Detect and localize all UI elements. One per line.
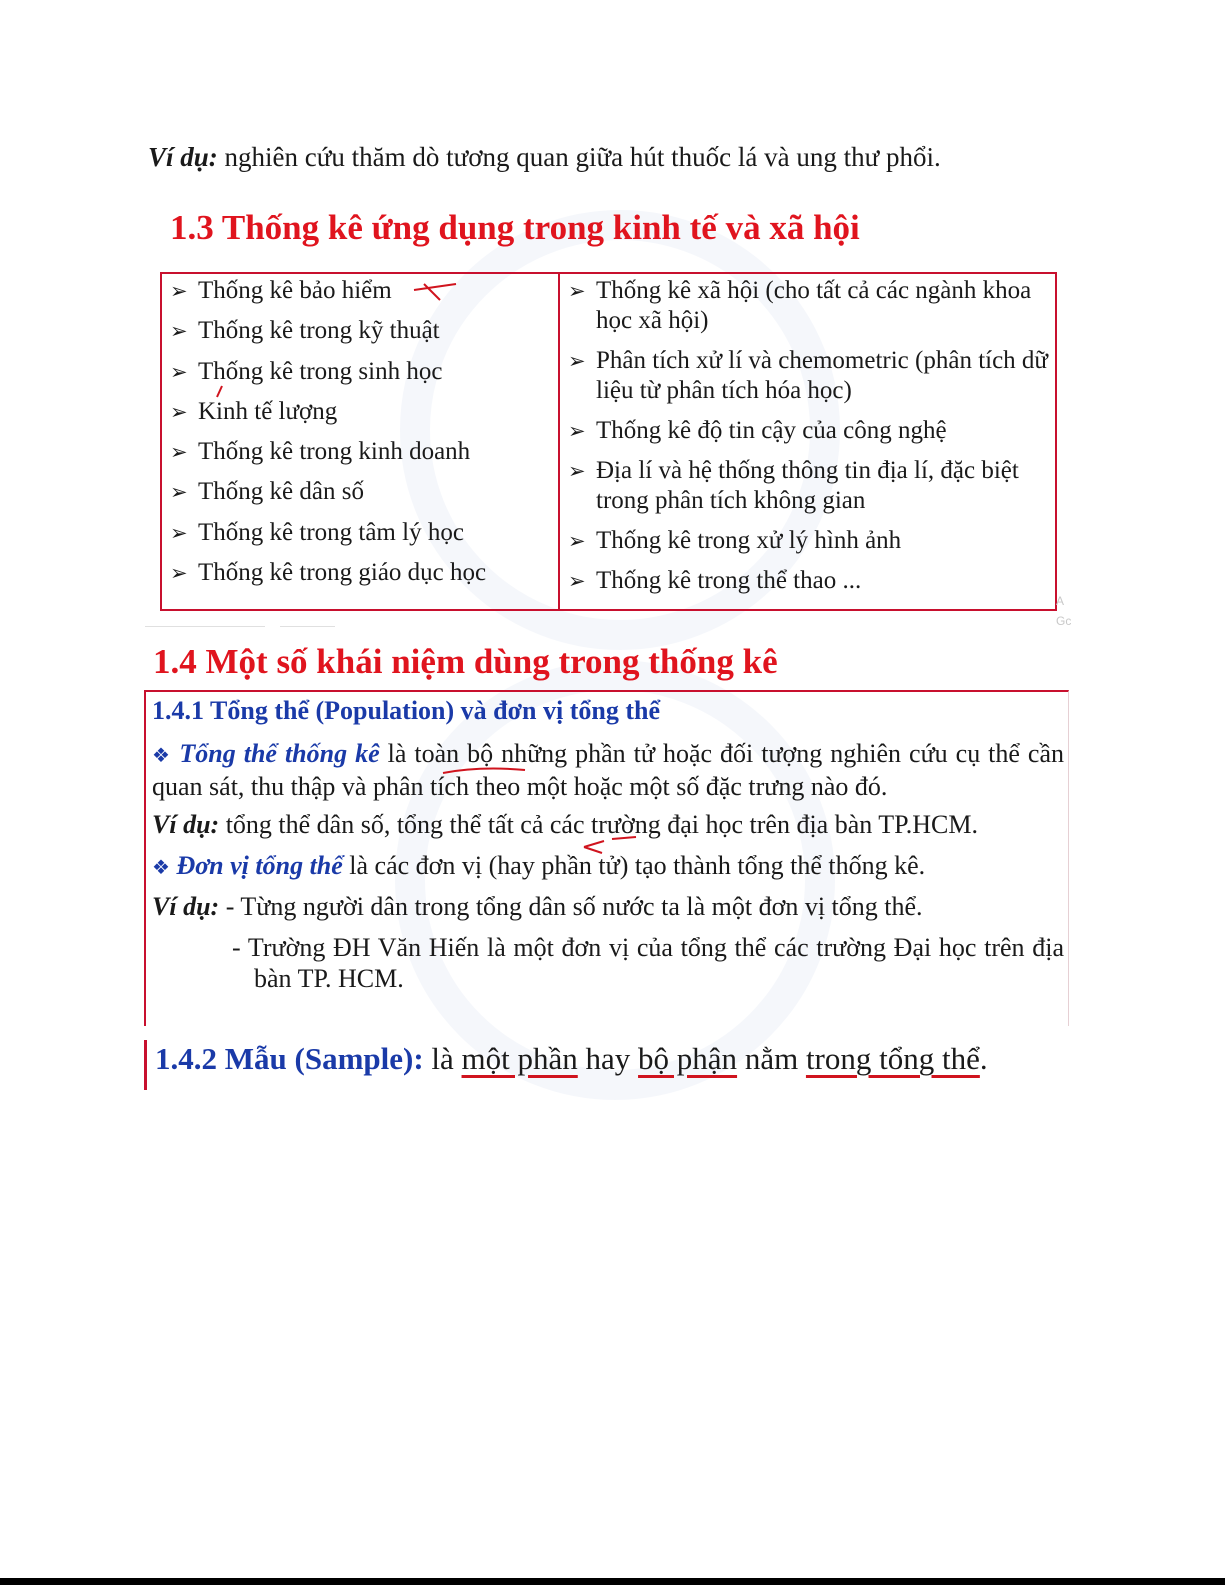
intro-example — [148, 142, 941, 173]
underlined-phrase: bộ phận — [638, 1041, 738, 1076]
population-term: Tổng thể thống kê — [179, 739, 380, 768]
arrow-bullet-icon: ➢ — [170, 279, 188, 303]
arrow-bullet-icon: ➢ — [170, 480, 188, 505]
applications-left-column — [162, 274, 560, 609]
unit-example — [152, 891, 1064, 922]
population-text: là toàn bộ những phần tử hoặc đối tượng nghiên cứu cụ thể cần quan sát, thu thập và phân tích theo một hoặc một số đặc trưng nào đó. — [152, 739, 1065, 801]
arrow-bullet-icon: ➢ — [170, 520, 188, 545]
arrow-bullet-icon: ➢ — [568, 529, 586, 553]
diamond-bullet-icon: ❖ — [152, 855, 170, 879]
list-item: ➢ Thống kê trong thể thao ... — [568, 567, 862, 594]
pen-underline-mark — [440, 764, 530, 778]
list-item: ➢ Thống kê trong kinh doanh — [170, 438, 471, 466]
applications-right-column — [560, 274, 1055, 609]
list-item: ➢ Thống kê trong tâm lý học — [170, 518, 464, 546]
divider — [145, 626, 265, 627]
list-item: ➢ Thống kê dân số — [170, 478, 364, 506]
intro-text: nghiên cứu thăm dò tương quan giữa hút thuốc lá và ung thư phổi. — [224, 142, 941, 172]
pen-cross-mark — [410, 280, 460, 302]
arrow-bullet-icon: ➢ — [170, 399, 188, 424]
unit-example-line-2: - Trường ĐH Văn Hiến là một đơn vị của tổng thể các trường Đại học trên địa bàn TP. HCM. — [232, 933, 1064, 993]
edge-text-fragment: A — [1056, 594, 1065, 608]
example-label: Ví dụ: — [152, 810, 220, 839]
arrow-bullet-icon: ➢ — [170, 319, 188, 344]
section-1-4-title: 1.4 Một số khái niệm dùng trong thống kê — [153, 642, 778, 681]
list-item: ➢ Thống kê độ tin cậy của công nghệ — [568, 417, 947, 444]
arrow-bullet-icon: ➢ — [568, 569, 586, 593]
example-text: tổng thể dân số, tổng thể tất cả các trường đại học trên địa bàn TP.HCM. — [219, 810, 978, 839]
edge-text-fragment: Gc — [1056, 614, 1072, 628]
list-item: ➢ Thống kê bảo hiểm — [170, 277, 392, 304]
example-line: - Từng người dân trong tổng dân số nước ta là một đơn vị tổng thể. — [219, 892, 923, 921]
list-item: ➢ Thống kê xã hội (cho tất cả các ngành khoa học xã hội) — [568, 277, 1032, 334]
list-item: ➢ Thống kê trong kỹ thuật — [170, 317, 440, 345]
unit-term: Đơn vị tổng thể — [176, 851, 343, 880]
arrow-bullet-icon: ➢ — [170, 561, 188, 586]
pen-caret-mark — [580, 835, 640, 857]
arrow-bullet-icon: ➢ — [170, 440, 188, 465]
arrow-bullet-icon: ➢ — [568, 349, 586, 373]
arrow-bullet-icon: ➢ — [568, 279, 586, 303]
list-item: ➢ Thống kê trong giáo dục học — [170, 559, 487, 587]
list-item: ➢ Phân tích xử lí và chemometric (phân tích dữ liệu từ phân tích hóa học) — [568, 347, 1048, 404]
arrow-bullet-icon: ➢ — [568, 419, 586, 443]
subsection-1-4-2-title: 1.4.2 Mẫu (Sample): — [155, 1041, 424, 1076]
list-item: ➢ Địa lí và hệ thống thông tin địa lí, đặc biệt trong phân tích không gian — [568, 457, 1019, 514]
applications-table — [160, 272, 1057, 611]
diamond-bullet-icon: ❖ — [152, 743, 172, 767]
sample-definition: 1.4.2 Mẫu (Sample): là một phần hay bộ phận nằm trong tổng thể. — [144, 1040, 988, 1090]
unit-text: là các đơn vị (hay phần tử) tạo thành tổng thể thống kê. — [342, 851, 926, 880]
intro-label: Ví dụ: — [148, 142, 218, 172]
list-item: ➢ Kinh tế lượng — [170, 397, 338, 425]
page-bottom-edge — [0, 1578, 1225, 1585]
list-item: ➢ Thống kê trong sinh học — [170, 357, 443, 385]
underlined-phrase: trong tổng thể — [805, 1041, 980, 1076]
underlined-phrase: một phần — [461, 1041, 578, 1076]
arrow-bullet-icon: ➢ — [568, 459, 586, 483]
concept-box — [144, 690, 1069, 1026]
divider — [280, 626, 335, 627]
pen-tick-mark — [212, 384, 226, 400]
example-label: Ví dụ: — [152, 892, 220, 921]
list-item: ➢ Thống kê trong xử lý hình ảnh — [568, 527, 902, 554]
section-1-3-title: 1.3 Thống kê ứng dụng trong kinh tế và xã hội — [170, 208, 860, 247]
population-definition — [152, 738, 1064, 802]
arrow-bullet-icon: ➢ — [170, 359, 188, 384]
subsection-1-4-1-title: 1.4.1 Tổng thể (Population) và đơn vị tổng thể — [152, 696, 660, 725]
